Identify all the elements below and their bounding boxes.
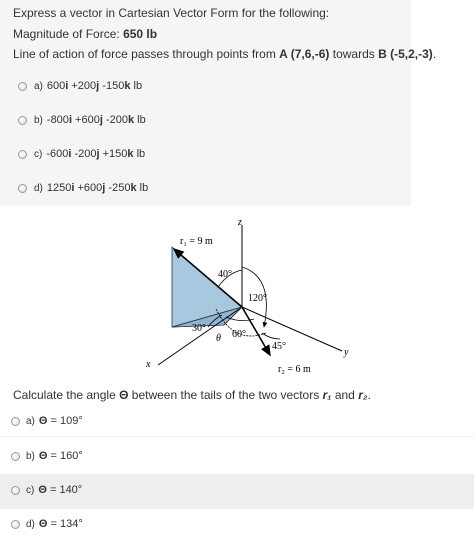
question2-prompt: Calculate the angle Θ between the tails of the two vectors r₁ and r₂. (13, 388, 371, 402)
r1-label: r₁ = 9 m (180, 236, 213, 247)
magnitude-label: Magnitude of Force: (13, 27, 120, 41)
q2-option-a-radio[interactable] (11, 417, 20, 426)
q2-option-b-label[interactable]: b) Θ = 160° (26, 450, 83, 462)
divider (0, 436, 474, 437)
q2-option-a-label[interactable]: a) Θ = 109° (26, 415, 83, 427)
r1-ref: r₁ (322, 388, 332, 402)
divider (0, 508, 474, 509)
vector-diagram (142, 215, 354, 381)
angle-60-label: 60° (232, 329, 246, 340)
angle-30-label: 30° (192, 323, 206, 334)
towards-text: towards (332, 47, 375, 61)
q1-option-d-radio[interactable] (18, 184, 27, 193)
q2-option-d-radio[interactable] (11, 520, 20, 529)
arc-45 (262, 333, 280, 339)
magnitude-line (13, 27, 157, 41)
theta-label: θ (216, 333, 221, 344)
q1-option-a-radio[interactable] (18, 82, 27, 91)
y-axis (242, 307, 342, 351)
axis-z-label: z (238, 217, 242, 228)
q1-option-b-radio[interactable] (18, 116, 27, 125)
angle-45-label: 45° (272, 341, 286, 352)
q1-option-c-label[interactable]: c) -600i -200j +150k lb (34, 148, 146, 160)
q1-option-d-label[interactable]: d) 1250i +600j -250k lb (34, 182, 149, 194)
angle-40-label: 40° (218, 269, 232, 280)
q1-option-a-label[interactable]: a) 600i +200j -150k lb (34, 80, 143, 92)
r2-label: r₂ = 6 m (278, 364, 311, 375)
r2-ref: r₂ (358, 388, 368, 402)
magnitude-value: 650 lb (123, 27, 158, 41)
axis-y-label: y (344, 347, 349, 358)
q2-option-c-radio[interactable] (11, 486, 20, 495)
question1-title: Express a vector in Cartesian Vector Form for the following: (13, 6, 330, 20)
q2-option-b-radio[interactable] (11, 452, 20, 461)
axis-x-label: x (146, 359, 151, 370)
q1-option-c-radio[interactable] (18, 150, 27, 159)
theta-symbol: Θ (119, 388, 129, 402)
point-b: B (-5,2,-3) (378, 47, 433, 61)
angle-120-label: 120° (248, 293, 267, 304)
point-a: A (7,6,-6) (279, 47, 330, 61)
line-prefix: Line of action of force passes through points from (13, 47, 276, 61)
q2-option-c-label[interactable]: c) Θ = 140° (26, 484, 83, 496)
q1-option-b-label[interactable]: b) -800i +600j -200k lb (34, 114, 146, 126)
period: . (432, 47, 437, 61)
q2-option-d-label[interactable]: d) Θ = 134° (26, 518, 83, 530)
line-of-action (13, 47, 436, 61)
